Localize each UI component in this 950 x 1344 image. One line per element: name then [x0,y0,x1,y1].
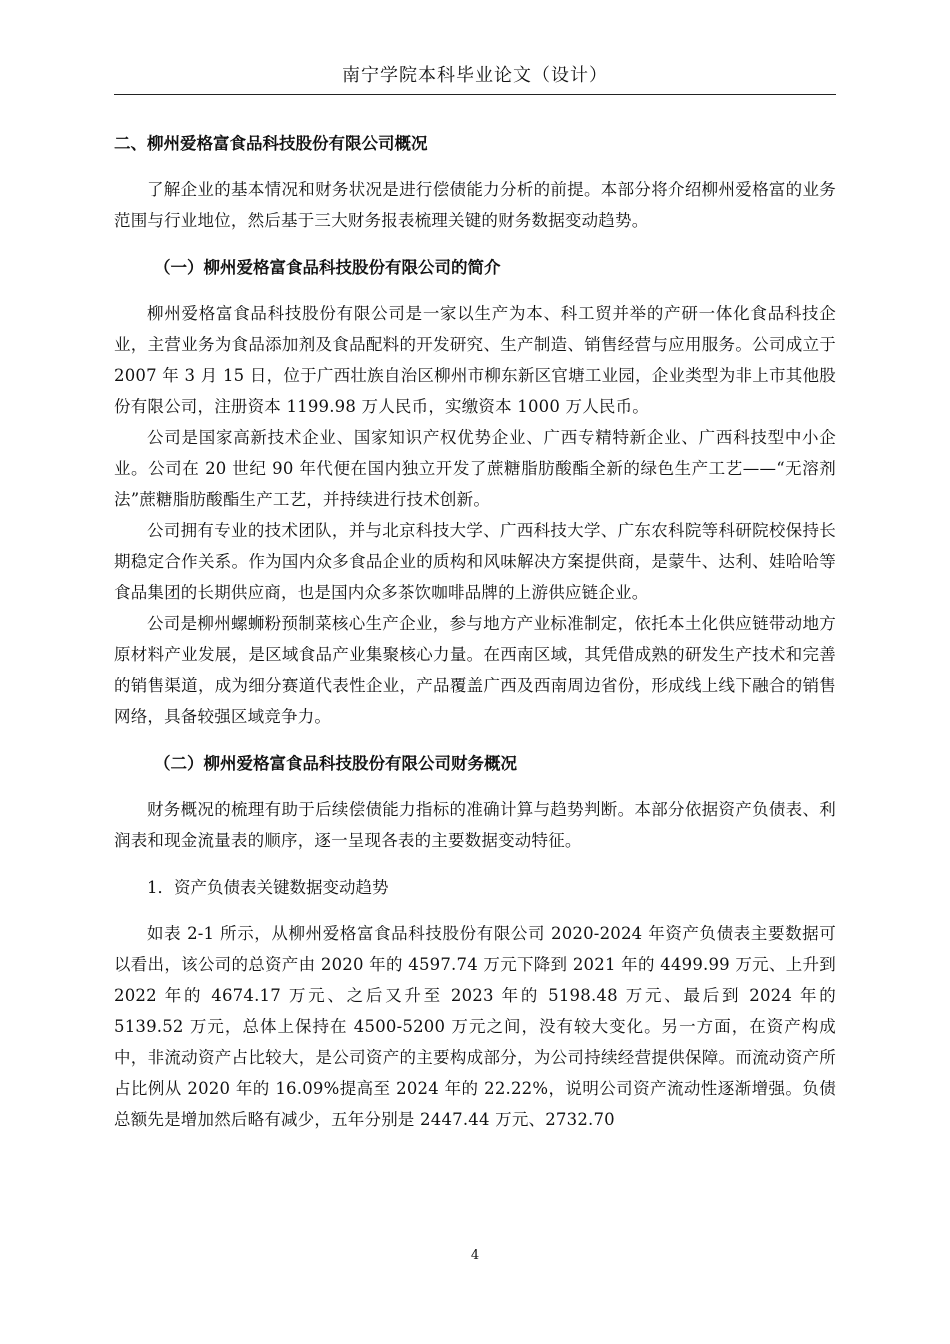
section-heading: 二、柳州爱格富食品科技股份有限公司概况 [114,134,428,153]
paragraph: 公司拥有专业的技术团队，并与北京科技大学、广西科技大学、广东农科院等科研院校保持长期稳定合作关系。作为国内众多食品企业的质构和风味解决方案提供商，是蒙牛、达利、娃哈哈等食品集团的长期供应商，也是国内众多茶饮咖啡品牌的上游供应链企业。 [114,521,836,602]
section-intro: 了解企业的基本情况和财务状况是进行偿债能力分析的前提。本部分将介绍柳州爱格富的业务范围与行业地位，然后基于三大财务报表梳理关键的财务数据变动趋势。 [114,180,836,230]
item-heading: 1．资产负债表关键数据变动趋势 [147,878,389,897]
paragraph: 如表 2-1 所示，从柳州爱格富食品科技股份有限公司 2020-2024 年资产负债表主要数据可以看出，该公司的总资产由 2020 年的 4597.74 万元下降到 2021 年的 4499.99 万元、上升到 2022 年的 4674.17 万元、之后又升至 2023 年的 5198.48 万元、最后到 2024 年的 5139.52 万元，总体上保持在 4500-5200 万元之间，没有较大变化。另一方面，在资产构成中，非流动资产占比较大，是公司资产的主要构成部分，为公司持续经营提供保障。而流动资产所占比例从 2020 年的 16.09%提高至 2024 年的 22.22%，说明公司资产流动性逐渐增强。负债总额先是增加然后略有减少，五年分别是 2447.44 万元、2732.70 [114,924,836,1129]
paragraph: 公司是柳州螺蛳粉预制菜核心生产企业，参与地方产业标准制定，依托本土化供应链带动地方原材料产业发展，是区域食品产业集聚核心力量。在西南区域，其凭借成熟的研发生产技术和完善的销售渠道，成为细分赛道代表性企业，产品覆盖广西及西南周边省份，形成线上线下融合的销售网络，具备较强区域竞争力。 [114,614,836,726]
paragraph: 公司是国家高新技术企业、国家知识产权优势企业、广西专精特新企业、广西科技型中小企业。公司在 20 世纪 90 年代便在国内独立开发了蔗糖脂肪酸酯全新的绿色生产工艺——“无溶剂法”蔗糖脂肪酸酯生产工艺，并持续进行技术创新。 [114,428,836,509]
page-body [114,130,836,1135]
paragraph: 柳州爱格富食品科技股份有限公司是一家以生产为本、科工贸并举的产研一体化食品科技企业，主营业务为食品添加剂及食品配料的开发研究、生产制造、销售经营与应用服务。公司成立于 2007 年 3 月 15 日，位于广西壮族自治区柳州市柳东新区官塘工业园，企业类型为非上市其他股份有限公司，注册资本 1199.98 万人民币，实缴资本 1000 万人民币。 [114,304,836,416]
page-header [114,60,836,95]
subsection-heading-1: （一）柳州爱格富食品科技股份有限公司的简介 [154,258,501,277]
header-title: 南宁学院本科毕业论文（设计） [342,65,608,86]
subsection-intro: 财务概况的梳理有助于后续偿债能力指标的准确计算与趋势判断。本部分依据资产负债表、利润表和现金流量表的顺序，逐一呈现各表的主要数据变动特征。 [114,800,836,850]
page-number: 4 [470,1248,480,1263]
subsection-heading-2: （二）柳州爱格富食品科技股份有限公司财务概况 [154,754,517,773]
